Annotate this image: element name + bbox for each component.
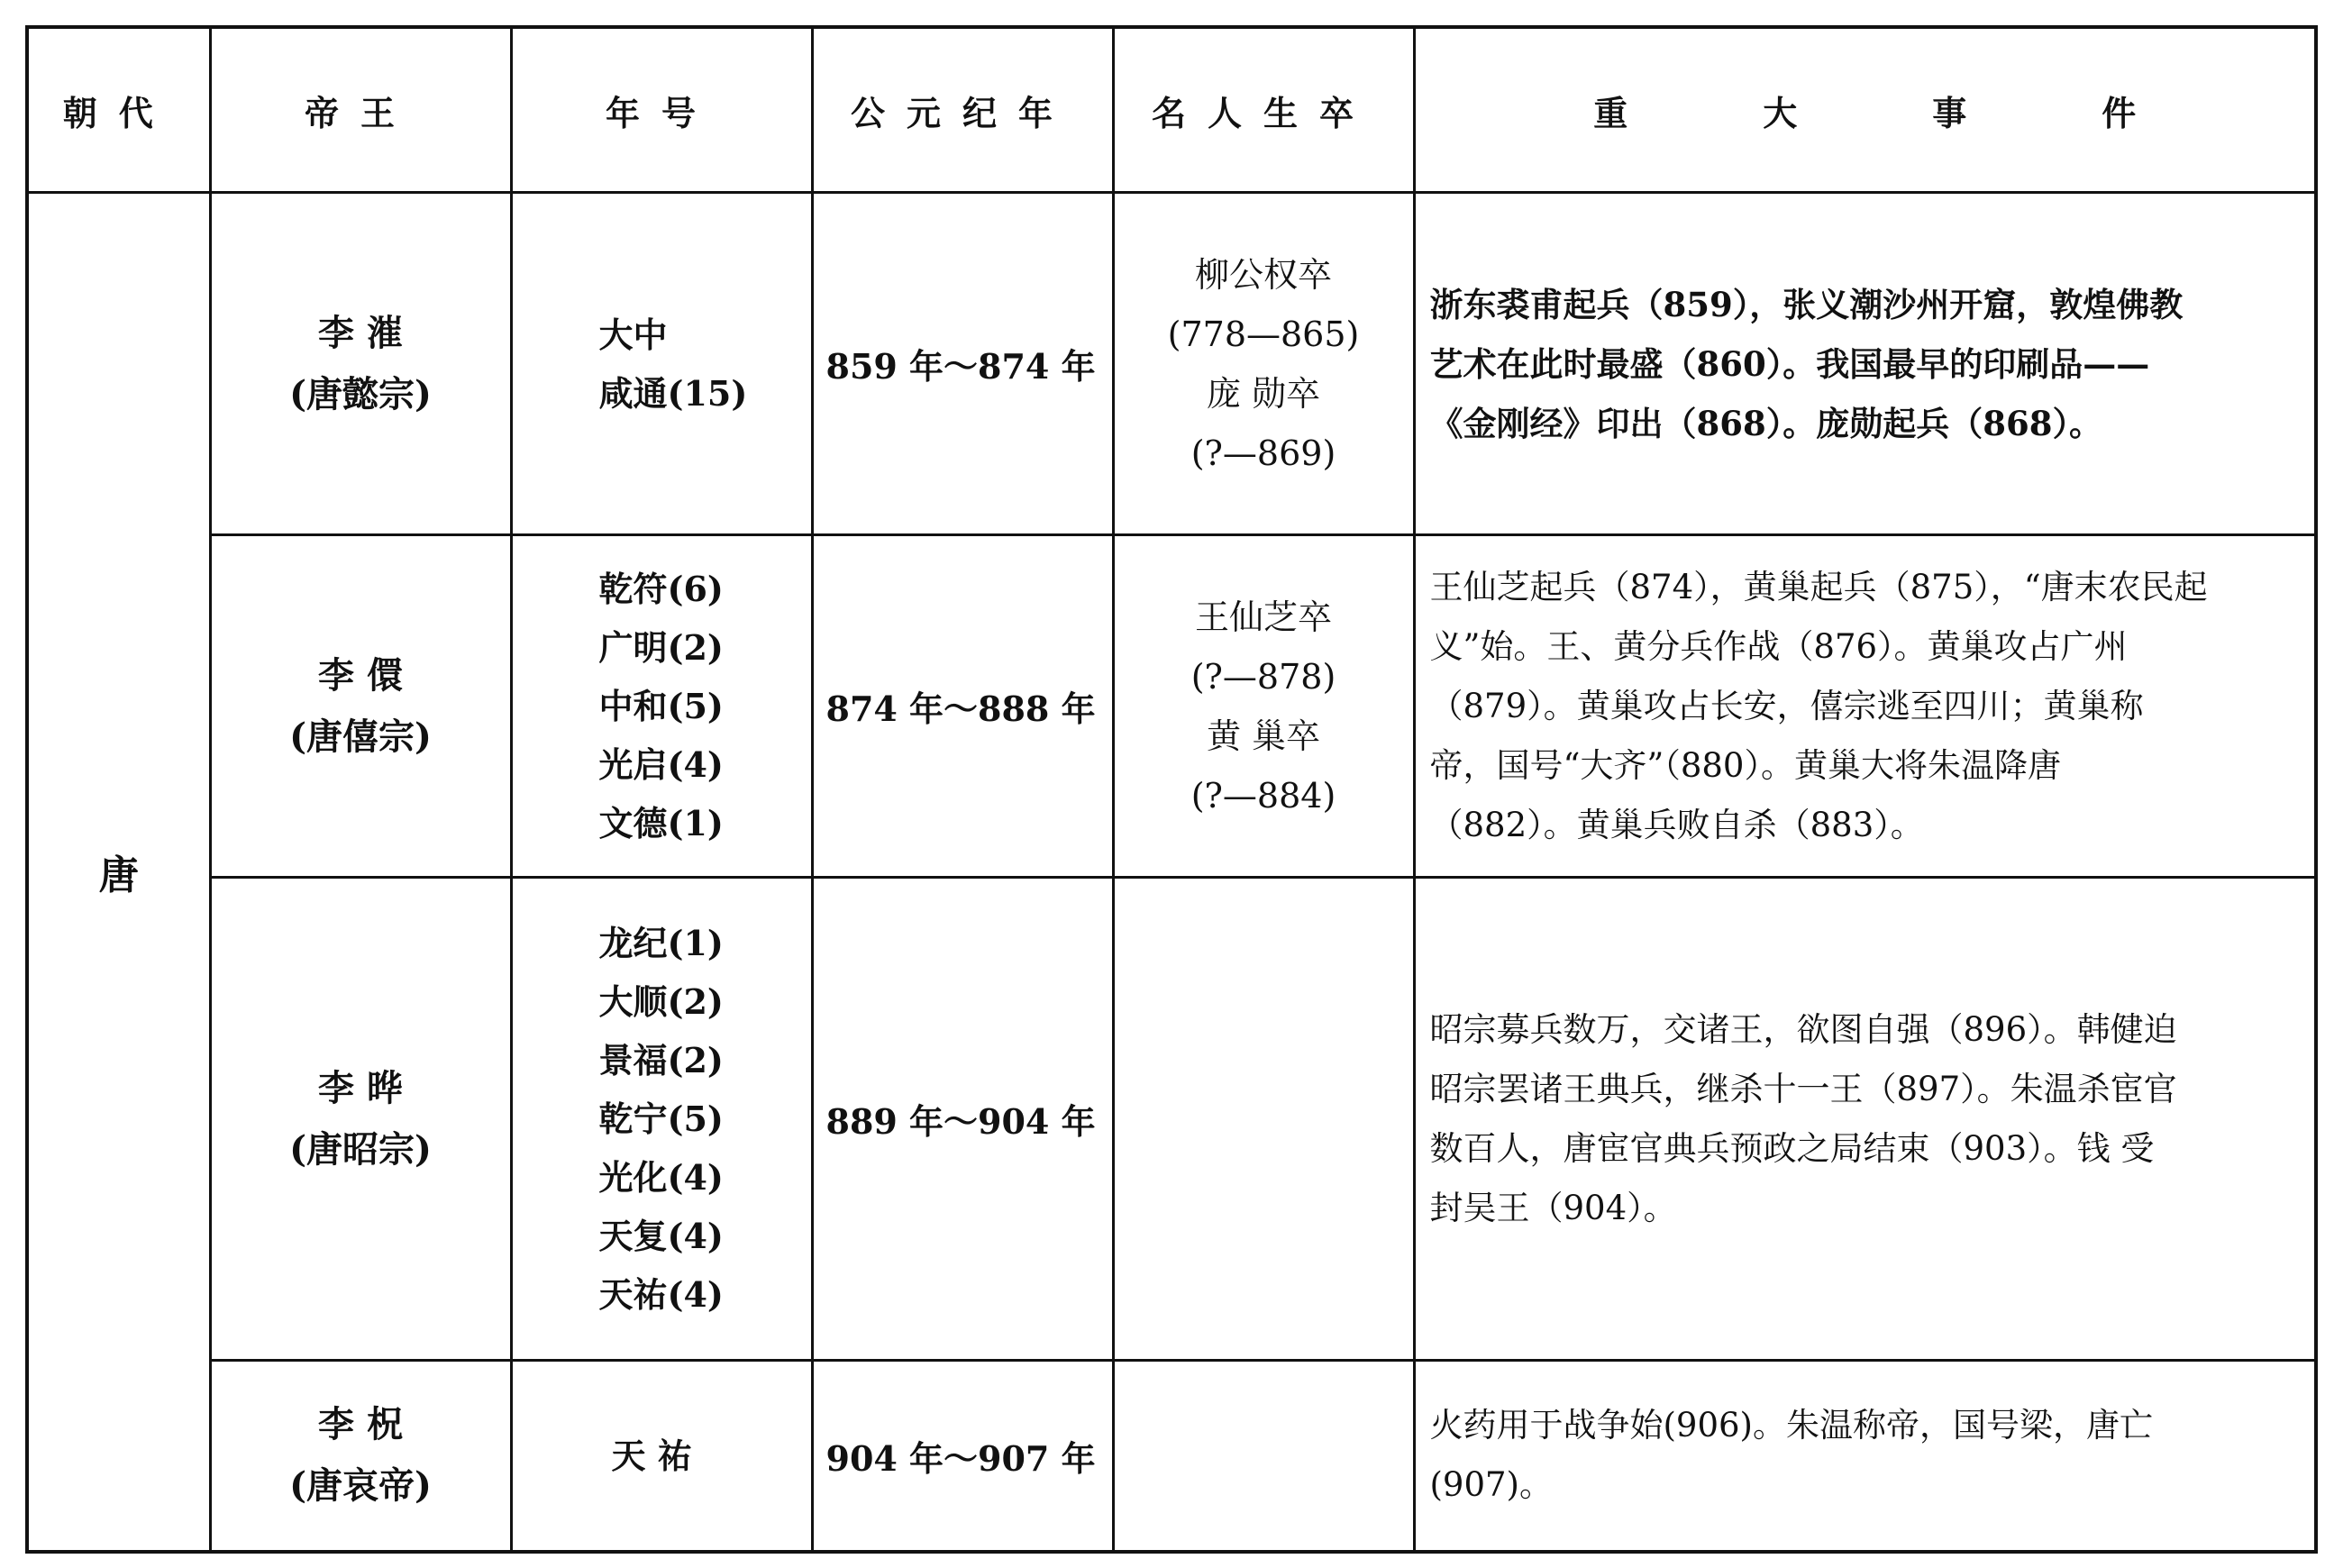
figure-line: 王仙芝卒	[1194, 597, 1332, 637]
era-name: 天 祐	[611, 1435, 692, 1476]
years-cell: 874 年～888 年	[812, 535, 1113, 878]
figure-line: (778—865)	[1167, 314, 1360, 354]
era-name: 咸通(15)	[598, 372, 748, 414]
figures-cell	[1113, 535, 1414, 878]
years-cell: 889 年～904 年	[812, 878, 1113, 1361]
era-name: 龙纪(1)	[598, 923, 724, 963]
event-line: 艺术在此时最盛（860）。我国最早的印刷品——	[1429, 343, 2150, 384]
temple-name: (唐僖宗)	[289, 715, 432, 758]
figure-line: (?—869)	[1190, 433, 1336, 473]
era-name: 光化(4)	[598, 1157, 724, 1198]
header-dynasty: 朝代	[27, 27, 210, 193]
table-row	[27, 535, 2316, 878]
figures-cell	[1113, 878, 1414, 1361]
event-line: 浙东裘甫起兵（859），张义潮沙州开窟，敦煌佛教	[1429, 284, 2184, 324]
header-events: 重大事件	[1414, 27, 2316, 193]
era-cell	[511, 1361, 812, 1552]
table-row	[27, 878, 2316, 1361]
event-line: （879）。黄巢攻占长安，僖宗逃至四川；黄巢称	[1429, 686, 2144, 725]
event-line: 封吴王（904）。	[1429, 1188, 1677, 1227]
event-line: （882）。黄巢兵败自杀（883）。	[1429, 805, 1924, 844]
era-cell	[511, 878, 812, 1361]
emperor-name: 李 晔	[318, 1066, 403, 1109]
header-era: 年号	[511, 27, 812, 193]
event-line: 昭宗募兵数万，交诸王，欲图自强（896）。韩健迫	[1429, 1009, 2177, 1049]
era-name: 大中	[598, 314, 668, 355]
era-name: 光启(4)	[598, 744, 724, 785]
figure-line: 庞 勋卒	[1206, 373, 1321, 414]
emperor-cell	[210, 1361, 511, 1552]
emperor-name: 李 柷	[318, 1403, 403, 1446]
figure-line: 黄 巢卒	[1206, 716, 1321, 756]
era-name: 大顺(2)	[598, 981, 724, 1022]
temple-name: (唐昭宗)	[289, 1127, 432, 1171]
era-cell	[511, 193, 812, 535]
emperor-cell	[210, 535, 511, 878]
header-row	[27, 27, 2316, 193]
emperor-name: 李 漼	[318, 311, 403, 354]
header-figures: 名人生卒	[1113, 27, 1414, 193]
temple-name: (唐懿宗)	[289, 372, 432, 415]
era-name: 文德(1)	[598, 803, 724, 843]
event-line: 帝，国号“大齐”（880）。黄巢大将朱温降唐	[1429, 745, 2061, 785]
events-cell	[1414, 878, 2316, 1361]
emperor-name: 李 儇	[318, 653, 403, 697]
event-line: 火药用于战争始(906)。朱温称帝，国号梁，唐亡	[1429, 1406, 2153, 1445]
emperor-cell	[210, 193, 511, 535]
figure-line: (?—884)	[1190, 775, 1336, 816]
table-row	[27, 1361, 2316, 1552]
table-row	[27, 193, 2316, 535]
event-line: 《金刚经》印出（868）。庞勋起兵（868）。	[1429, 403, 2102, 443]
event-line: 义”始。王、黄分兵作战（876）。黄巢攻占广州	[1429, 626, 2128, 666]
era-name: 乾符(6)	[598, 569, 724, 609]
era-name: 乾宁(5)	[598, 1099, 724, 1139]
era-name: 天复(4)	[598, 1216, 724, 1256]
temple-name: (唐哀帝)	[289, 1464, 432, 1508]
era-name: 景福(2)	[598, 1040, 724, 1080]
years-cell: 859 年～874 年	[812, 193, 1113, 535]
era-name: 中和(5)	[598, 686, 724, 726]
era-name: 广明(2)	[598, 627, 724, 668]
event-line: 数百人，唐宦官典兵预政之局结束（903）。钱 受	[1429, 1128, 2155, 1168]
event-line: 王仙芝起兵（874），黄巢起兵（875），“唐末农民起	[1429, 567, 2208, 606]
figures-cell	[1113, 193, 1414, 535]
emperor-cell	[210, 878, 511, 1361]
events-cell	[1414, 535, 2316, 878]
figures-cell	[1113, 1361, 1414, 1552]
figure-line: 柳公权卒	[1194, 254, 1332, 295]
event-line: (907)。	[1429, 1465, 1553, 1505]
header-emperor: 帝王	[210, 27, 511, 193]
era-cell	[511, 535, 812, 878]
header-years: 公元纪年	[812, 27, 1113, 193]
chronology-table	[25, 25, 2318, 1554]
era-name: 天祐(4)	[598, 1274, 724, 1315]
years-cell: 904 年～907 年	[812, 1361, 1113, 1552]
figure-line: (?—878)	[1190, 656, 1336, 697]
dynasty-cell: 唐	[27, 193, 210, 1552]
events-cell	[1414, 1361, 2316, 1552]
events-cell	[1414, 193, 2316, 535]
event-line: 昭宗罢诸王典兵，继杀十一王（897）。朱温杀宦官	[1429, 1069, 2177, 1108]
